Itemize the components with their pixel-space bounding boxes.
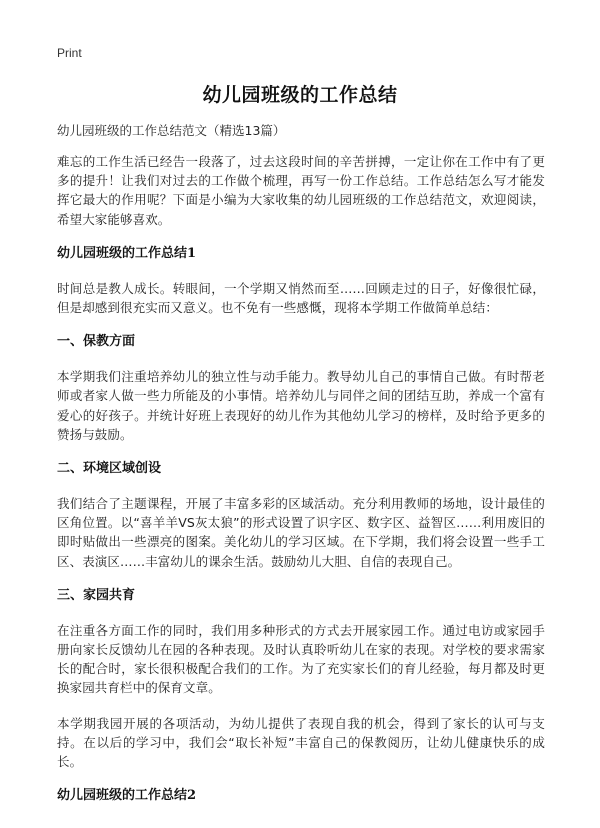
closing-paragraph: 本学期我园开展的各项活动，为幼儿提供了表现自我的机会，得到了家长的认可与支持。在以后的学习中，我们会“取长补短”丰富自己的保教阅历，让幼儿健康快乐的成长。: [57, 715, 545, 770]
section-heading-home-school: 三、家园共育: [57, 587, 136, 603]
article-subtitle: 幼儿园班级的工作总结范文（精选13篇）: [57, 123, 286, 138]
section-paragraph-summary-1: 时间总是教人成长。转眼间，一个学期又悄然而至……回顾走过的日子，好像很忙碌，但是却感到很充实而又意义。也不免有一些感慨，现将本学期工作做简单总结：: [57, 280, 545, 316]
section-heading-summary-2: 幼儿园班级的工作总结2: [57, 788, 197, 804]
page-title: 幼儿园班级的工作总结: [202, 84, 398, 106]
print-link[interactable]: Print: [57, 46, 82, 60]
section-paragraph-care-education: 本学期我们注重培养幼儿的独立性与动手能力。教导幼儿自己的事情自己做。有时帮老师或者家人做一些力所能及的小事情。培养幼儿与同伴之间的团结互助，养成一个富有爱心的好孩子。并统计好班上表现好的幼儿作为其他幼儿学习的榜样，及时给予更多的赞扬与鼓励。: [57, 369, 545, 442]
article-content: [57, 122, 545, 821]
section-heading-summary-1: 幼儿园班级的工作总结1: [57, 245, 197, 261]
section-paragraph-environment: 我们结合了主题课程，开展了丰富多彩的区域活动。充分利用教师的场地，设计最佳的区角位置。以“喜羊羊VS灰太狼”的形式设置了识字区、数字区、益智区……利用废旧的即时贴做出一些漂亮的图案。美化幼儿的学习区域。在下学期，我们将会设置一些手工区、表演区……丰富幼儿的课余生活。鼓励幼儿大胆、自信的表现自己。: [57, 496, 545, 569]
section-paragraph-home-school: 在注重各方面工作的同时，我们用多种形式的方式去开展家园工作。通过电访或家园手册向家长反馈幼儿在园的各种表现。及时认真聆听幼儿在家的表现。对学校的要求需家长的配合时，家长很积极配合我们的工作。为了充实家长们的育儿经验，每月都及时更换家园共育栏中的保育文章。: [57, 622, 545, 696]
intro-paragraph: 难忘的工作生活已经告一段落了，过去这段时间的辛苦拼搏，一定让你在工作中有了更多的提升！让我们对过去的工作做个梳理，再写一份工作总结。工作总结怎么写才能发挥它最大的作用呢？下面是小编为大家收集的幼儿园班级的工作总结范文，欢迎阅读，希望大家能够喜欢。: [57, 154, 545, 227]
section-heading-care-education: 一、保教方面: [57, 334, 136, 350]
section-heading-environment: 二、环境区域创设: [57, 461, 162, 477]
